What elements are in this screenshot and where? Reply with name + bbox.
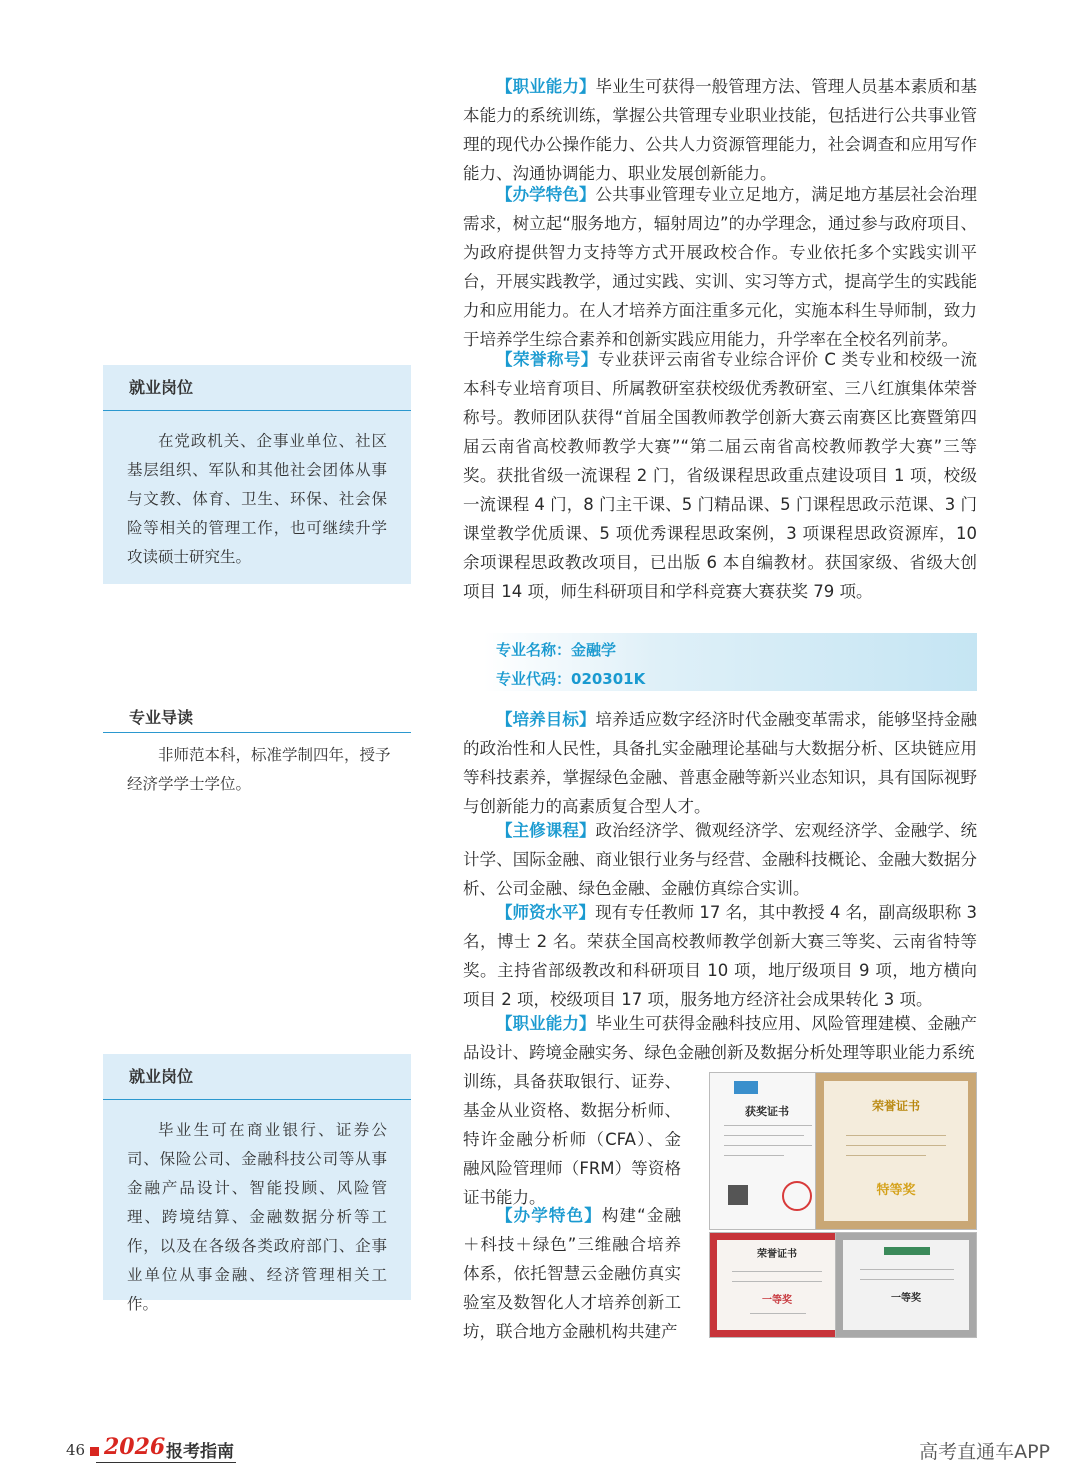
section-tag: 【主修课程】 bbox=[496, 821, 596, 840]
certificate-image-1 bbox=[709, 1072, 825, 1230]
paragraph-text: 毕业生可获得金融科技应用、风险管理建模、金融产品设计、跨境金融实务、绿色金融创新及数据分析处理等职业能力系统 bbox=[463, 1014, 978, 1062]
box-title: 就业岗位 bbox=[103, 365, 411, 411]
box-text: 毕业生可在商业银行、证券公司、保险公司、金融科技公司等从事金融产品设计、智能投顾、风险管理、跨境结算、金融数据分析等工作，以及在各级各类政府部门、企事业单位从事金融、经济管理相关工作。 bbox=[127, 1121, 387, 1313]
paragraph-text: 构建“金融＋科技＋绿色”三维融合培养体系，依托智慧云金融仿真实验室及数智化人才培养创新工坊，联合地方金融机构共建产 bbox=[463, 1206, 681, 1341]
section-tag: 【办学特色】 bbox=[496, 185, 596, 204]
certificate-image-4 bbox=[835, 1232, 977, 1338]
certificate-title: 获奖证书 bbox=[745, 1105, 789, 1118]
certificate-title: 荣誉证书 bbox=[757, 1249, 797, 1260]
section-tag: 【职业能力】 bbox=[496, 77, 596, 96]
paragraph-features-2 bbox=[463, 1201, 681, 1346]
major-name: 专业名称：金融学 bbox=[496, 641, 617, 659]
paragraph-text: 现有专任教师 17 名，其中教授 4 名，副高级职称 3 名，博士 2 名。荣获全国高校教师教学创新大赛三等奖、云南省特等奖。主持省部级教改和科研项目 10 项，地厅级项目 9 项，地方横向项目 2 项，校级项目 17 项，服务地方经济社会成果转化 3 项。 bbox=[463, 903, 978, 1009]
paragraph-honors bbox=[463, 345, 977, 606]
career-box-1 bbox=[103, 365, 411, 584]
certificate-prize: 一等奖 bbox=[891, 1293, 921, 1304]
major-code: 专业代码：020301K bbox=[496, 670, 646, 688]
watermark: 高考直通车APP bbox=[919, 1441, 1050, 1463]
paragraph-courses bbox=[463, 816, 977, 903]
paragraph-career-ability-2 bbox=[463, 1009, 977, 1067]
paragraph-career-ability bbox=[463, 72, 977, 188]
certificate-image-3 bbox=[709, 1232, 845, 1338]
section-tag: 【师资水平】 bbox=[496, 903, 596, 922]
paragraph-text: 毕业生可获得一般管理方法、管理人员基本素质和基本能力的系统训练，掌握公共管理专业职业技能，包括进行公共事业管理的现代办公操作能力、公共人力资源管理能力，社会调查和应用写作能力、沟通协调能力、职业发展创新能力。 bbox=[463, 77, 978, 183]
intro-title: 专业导读 bbox=[103, 703, 411, 733]
career-box-2 bbox=[103, 1054, 411, 1313]
logo-icon bbox=[734, 1081, 758, 1094]
paragraph-text: 专业获评云南省专业综合评价 C 类专业和校级一流本科专业培育项目、所属教研室获校级优秀教研室、三八红旗集体荣誉称号。教师团队获得“首届全国教师教学创新大赛云南赛区比赛暨第四届云南省高校教师教学大赛”“第二届云南省高校教师教学大赛”三等奖。获批省级一流课程 2 门，省级课程思政重点建设项目 1 项，校级一流课程 4 门，8 门主干课、5 门精品课、5 门课程思政示范课、3 门课堂教学优质课、5 项优秀课程思政案例，3 项课程思政资源库，10 余项课程思政教改项目，已出版 6 本自编教材。获国家级、省级大创项目 14 项，师生科研项目和学科竞赛大赛获奖 79 项。 bbox=[463, 350, 977, 601]
paragraph-text: 政治经济学、微观经济学、宏观经济学、金融学、统计学、国际金融、商业银行业务与经营、金融科技概论、金融大数据分析、公司金融、绿色金融、金融仿真综合实训。 bbox=[463, 821, 978, 898]
box-title: 就业岗位 bbox=[103, 1054, 411, 1100]
paragraph-training-goal bbox=[463, 705, 977, 821]
box-text: 在党政机关、企事业单位、社区基层组织、军队和其他社会团体从事与文教、体育、卫生、环保、社会保险等相关的管理工作，也可继续升学攻读硕士研究生。 bbox=[127, 432, 387, 566]
certificate-prize: 特等奖 bbox=[876, 1183, 916, 1198]
footer-rule bbox=[96, 1462, 236, 1463]
certificate-image-2 bbox=[815, 1072, 977, 1230]
footer-year: 2026 bbox=[104, 1434, 166, 1460]
section-tag: 【荣誉称号】 bbox=[496, 350, 598, 369]
certificate-title: 荣誉证书 bbox=[871, 1099, 920, 1113]
paragraph-text: 公共事业管理专业立足地方，满足地方基层社会治理需求，树立起“服务地方，辐射周边”的办学理念，通过参与政府项目、为政府提供智力支持等方式开展政校合作。专业依托多个实践实训平台，开展实践教学，通过实践、实训、实习等方式，提高学生的实践能力和应用能力。在人才培养方面注重多元化，实施本科生导师制，致力于培养学生综合素养和创新实践应用能力，升学率在全校名列前茅。 bbox=[463, 185, 978, 349]
page-number: 46 bbox=[66, 1441, 86, 1459]
certificate-prize: 一等奖 bbox=[762, 1295, 792, 1306]
paragraph-faculty bbox=[463, 898, 977, 1014]
footer-marker bbox=[90, 1447, 99, 1456]
section-tag: 【办学特色】 bbox=[496, 1206, 602, 1225]
section-tag: 【培养目标】 bbox=[496, 710, 596, 729]
section-tag: 【职业能力】 bbox=[496, 1014, 596, 1033]
paragraph-career-ability-cont: 训练，具备获取银行、证券、基金从业资格、数据分析师、特许金融分析师（CFA）、金融风险管理师（FRM）等资格证书能力。 bbox=[463, 1072, 681, 1207]
logo-icon bbox=[884, 1247, 930, 1255]
seal-icon bbox=[782, 1181, 812, 1211]
intro-text: 非师范本科，标准学制四年，授予经济学学士学位。 bbox=[127, 746, 391, 793]
footer-title: 报考指南 bbox=[166, 1442, 234, 1462]
paragraph-features bbox=[463, 180, 977, 354]
qr-code-icon bbox=[728, 1185, 748, 1205]
paragraph-text: 培养适应数字经济时代金融变革需求，能够坚持金融的政治性和人民性，具备扎实金融理论基础与大数据分析、区块链应用等科技素养，掌握绿色金融、普惠金融等新兴业态知识，具有国际视野与创新能力的高素质复合型人才。 bbox=[463, 710, 978, 816]
